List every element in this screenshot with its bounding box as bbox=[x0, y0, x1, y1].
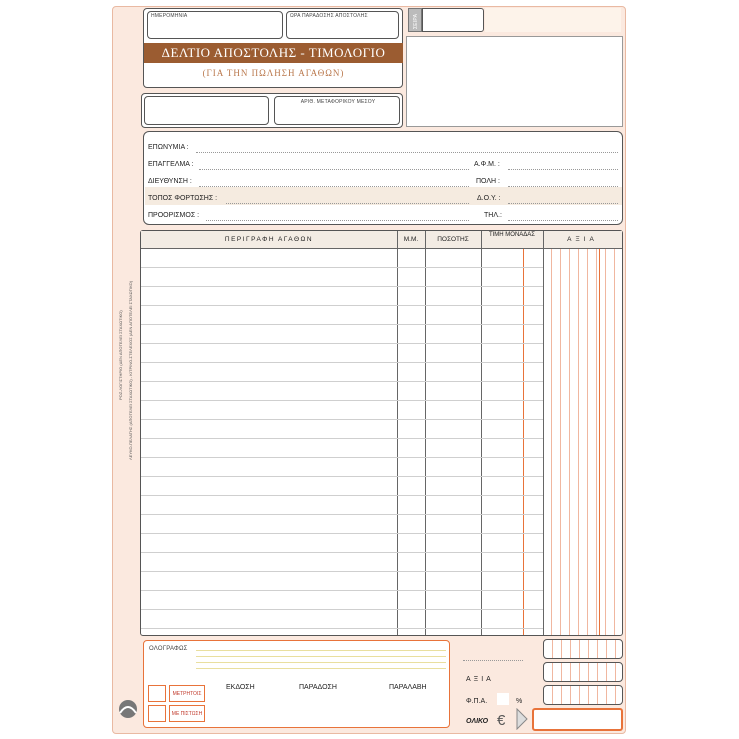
field-vat-number: Α.Φ.Μ. : bbox=[474, 161, 500, 168]
field-profession: ΕΠΑΓΓΕΛΜΑ : bbox=[148, 161, 194, 168]
arrow-icon bbox=[515, 708, 529, 730]
vehicle-number-label: ΑΡΙΘ. ΜΕΤΑΦΟΡΙΚΟΥ ΜΕΣΟΥ bbox=[300, 99, 376, 105]
field-phone: ΤΗΛ.: bbox=[484, 212, 502, 219]
total-label: ΟΛΙΚΟ bbox=[466, 718, 489, 725]
value-field[interactable] bbox=[543, 662, 623, 682]
header-row-2 bbox=[141, 93, 403, 128]
printer-logo bbox=[114, 695, 142, 723]
footer-box bbox=[143, 640, 450, 728]
vat-amount-field[interactable] bbox=[543, 685, 623, 705]
field-loading-place: ΤΟΠΟΣ ΦΟΡΤΩΣΗΣ : bbox=[148, 195, 218, 202]
field-loading-line[interactable] bbox=[226, 203, 469, 204]
vat-rate-field[interactable] bbox=[497, 693, 509, 705]
value-digit-lines bbox=[543, 249, 622, 635]
date-label: ΗΜΕΡΟΜΗΝΙΑ bbox=[151, 13, 188, 19]
field-name-line[interactable] bbox=[196, 152, 618, 153]
cash-label: ΜΕΤΡΗΤΟΙΣ bbox=[169, 685, 205, 702]
document-subtitle: (ΓΙΑ ΤΗΝ ΠΩΛΗΣΗ ΑΓΑΘΩΝ) bbox=[202, 68, 345, 78]
side-copy-note-1: ΡΟΖ-ΛΟΓΙΣΤΗΡΙΟ (ΔΕΝ ΑΠΟΤΕΛΕΙ ΣΤΑΧΩΤΙΚΟ) bbox=[118, 310, 123, 400]
field-tax-office-line[interactable] bbox=[508, 203, 618, 204]
signature-receipt: ΠΑΡΑΛΑΒΗ bbox=[389, 684, 427, 691]
amount-words-lines[interactable] bbox=[196, 645, 446, 669]
series-label: ΣΕΙΡΑ bbox=[413, 13, 419, 29]
signature-issue: ΕΚΔΟΣΗ bbox=[226, 684, 255, 691]
field-tax-office: Δ.Ο.Υ. : bbox=[477, 195, 501, 202]
field-phone-line[interactable] bbox=[508, 220, 618, 221]
table-rows[interactable] bbox=[141, 249, 543, 635]
vehicle-number-field[interactable] bbox=[274, 96, 400, 125]
col-quantity: ΠΟΣΟΤΗΣ bbox=[437, 236, 469, 243]
stamp-box[interactable] bbox=[406, 36, 623, 127]
field-destination-line[interactable] bbox=[206, 220, 469, 221]
field-destination: ΠΡΟΟΡΙΣΜΟΣ : bbox=[148, 212, 200, 219]
delivery-time-field[interactable] bbox=[286, 11, 399, 39]
date-field[interactable] bbox=[147, 11, 283, 39]
signature-delivery: ΠΑΡΑΔΟΣΗ bbox=[299, 684, 337, 691]
credit-label: ΜΕ ΠΙΣΤΩΣΗ bbox=[169, 705, 205, 722]
series-field[interactable] bbox=[422, 8, 484, 32]
number-field[interactable] bbox=[485, 8, 621, 32]
totals-dots bbox=[463, 660, 523, 661]
field-city-line[interactable] bbox=[508, 186, 618, 187]
currency-sign: € bbox=[497, 712, 506, 729]
customer-box bbox=[143, 131, 623, 225]
col-unit-price: ΤΙΜΗ ΜΟΝΑΔΑΣ bbox=[488, 232, 536, 238]
col-value: ΑΞΙΑ bbox=[567, 236, 598, 243]
blank-field[interactable] bbox=[144, 96, 269, 125]
field-city: ΠΟΛΗ : bbox=[476, 178, 500, 185]
value-label: ΑΞΙΑ bbox=[466, 676, 494, 683]
title-block bbox=[143, 8, 403, 88]
field-name: ΕΠΩΝΥΜΙΑ : bbox=[148, 144, 189, 151]
series-box bbox=[408, 8, 422, 32]
value-decimal-line bbox=[599, 249, 600, 635]
delivery-time-label: ΩΡΑ ΠΑΡΑΔΟΣΗΣ ΑΠΟΣΤΟΛΗΣ bbox=[290, 13, 368, 19]
col-unit: Μ.Μ. bbox=[403, 236, 419, 243]
field-profession-line[interactable] bbox=[199, 169, 469, 170]
field-address-line[interactable] bbox=[199, 186, 469, 187]
amount-words-label: ΟΛΟΓΡΑΦΩΣ bbox=[149, 646, 188, 652]
cash-checkbox[interactable] bbox=[148, 685, 166, 702]
items-table bbox=[140, 230, 623, 636]
total-field[interactable] bbox=[532, 708, 623, 731]
sum-field-1[interactable] bbox=[543, 639, 623, 659]
field-vat-line[interactable] bbox=[508, 169, 618, 170]
col-description: ΠΕΡΙΓΡΑΦΗ ΑΓΑΘΩΝ bbox=[224, 236, 314, 243]
vat-percent: % bbox=[516, 698, 523, 705]
document-title: ΔΕΛΤΙΟ ΑΠΟΣΤΟΛΗΣ - ΤΙΜΟΛΟΓΙΟ bbox=[144, 43, 403, 63]
credit-checkbox[interactable] bbox=[148, 705, 166, 722]
vat-label: Φ.Π.Α. bbox=[466, 698, 488, 705]
field-address: ΔΙΕΥΘΥΝΣΗ : bbox=[148, 178, 192, 185]
side-copy-note-2: ΛΕΥΚΟ-ΠΕΛΑΤΗΣ (ΑΠΟΤΕΛΕΙ ΣΤΑΧΩΤΙΚΟ) - ΚΙΤΡΙΝΟ-ΣΤΕΛΕΧΟΣ (ΔΕΝ ΑΠΟΤΕΛΕΙ ΣΤΑΧΩΤΙΚΟ) bbox=[128, 280, 133, 460]
